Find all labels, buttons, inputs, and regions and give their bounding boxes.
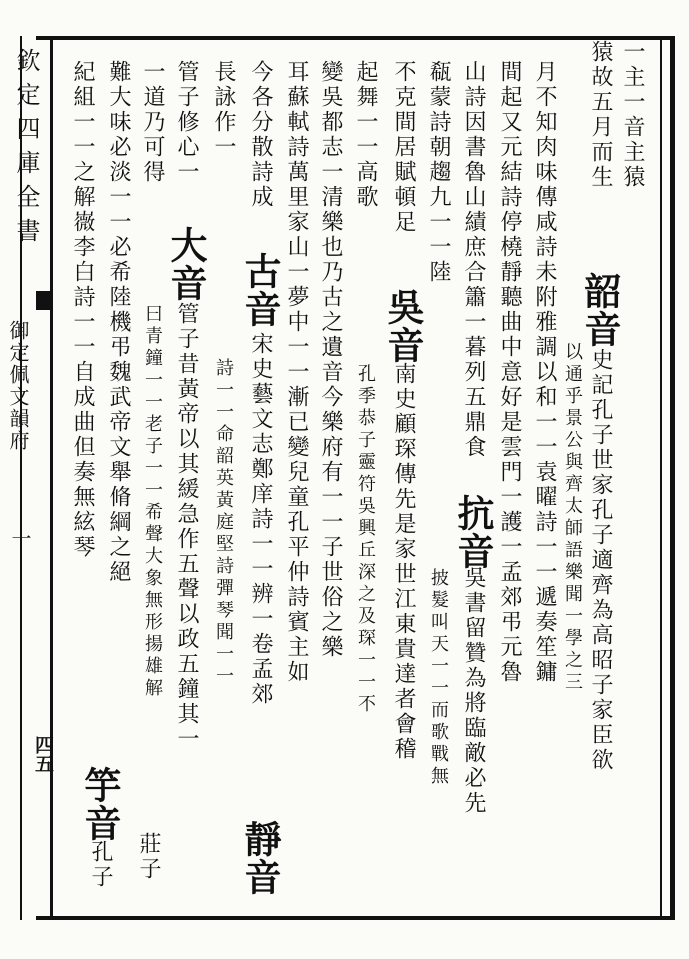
column-text: 管子修心一 <box>174 60 199 185</box>
column-text: 難大味必淡一一必希陸機弔魏武帝文舉脩綱之絕 <box>106 60 131 585</box>
text-column-7 <box>418 0 458 800</box>
frame-right-rule-inner <box>660 36 662 920</box>
column-text: 吳書留贊為將臨敵必先 <box>461 566 486 816</box>
column-text: 史記孔子世家孔子適齊為高昭子家臣欲 <box>588 348 613 773</box>
headword: 古音 <box>238 252 282 328</box>
column-text: 月不知肉味傳咸詩未附雅調以和一一袁曜詩一一遞奏笙鏞 <box>532 60 557 685</box>
column-text: 孔子 <box>88 840 113 890</box>
column-text: 披髮叫天一一而歌戰無 <box>428 568 449 788</box>
text-column-8 <box>383 0 423 800</box>
text-column-10 <box>310 0 350 800</box>
column-text: 耳蘇軾詩萬里家山一夢中一一漸已變兒童孔平仲詩賓主如 <box>284 60 309 685</box>
column-text: 今各分散詩成 <box>248 60 273 210</box>
column-text: 起舞一一高歌 <box>353 60 378 210</box>
page-number: 四五 <box>32 735 54 773</box>
text-column-5 <box>489 0 529 800</box>
column-text: 孔季恭子靈符吳興丘深之及琛一一不 <box>355 364 376 716</box>
text-column-14 <box>166 0 206 800</box>
text-column-12 <box>238 0 282 896</box>
headword: 靜音 <box>238 820 282 896</box>
text-column-11 <box>276 0 316 800</box>
margin-fishtail-mark <box>36 291 50 310</box>
column-text: 不克間居賦頓足 <box>391 60 416 235</box>
column-text: 曰青鐘一一老子一一希聲大象無形揚雄解 <box>142 304 163 700</box>
column-text: 間起又元結詩停橈靜聽曲中意好是雲門一護一孟郊弔元魯 <box>497 60 522 685</box>
column-text: 莊子 <box>136 832 161 882</box>
column-text: 變吳都志一清樂也乃古之遺音今樂府有一一子世俗之樂 <box>318 60 343 660</box>
text-column-4 <box>524 0 564 800</box>
column-text: 一主一音主猿 <box>620 40 645 190</box>
frame-right-rule-outer <box>670 36 675 920</box>
margin-section-number: 一 <box>8 528 32 550</box>
column-text: 紀組一一之解嶶李白詩一一自成曲但奏無絃琴 <box>70 60 95 560</box>
margin-book-title: 御定佩文韻府 <box>6 320 30 452</box>
text-column-6 <box>451 0 495 816</box>
frame-bottom-rule <box>36 916 675 920</box>
text-column-15 <box>132 0 172 800</box>
text-column-13 <box>203 0 243 800</box>
column-text: 管子昔黃帝以其緩急作五聲以政五鐘其一 <box>174 302 199 752</box>
headword: 竽音 <box>78 766 122 842</box>
column-text: 宋史藝文志鄭庠詩一一辨一卷孟郊 <box>248 332 273 707</box>
column-text: 猿故五月而生 <box>588 40 613 190</box>
column-text: 瓻蒙詩朝趨九一一陸 <box>426 60 451 285</box>
column-text: 詩一一命韶英黃庭堅詩彈琴聞一一 <box>213 358 234 688</box>
frame-left-rule <box>50 36 53 920</box>
text-column-9 <box>345 0 385 800</box>
column-text: 一道乃可得 <box>140 60 165 185</box>
column-text: 山詩因書魯山績庶合簫一暮列五鼎食 <box>461 60 486 460</box>
column-text: 南史顧琛傳先是家世江東貴達者會稽 <box>391 362 416 762</box>
column-text: 長詠作一 <box>211 60 236 160</box>
headword: 大音 <box>164 226 208 302</box>
headword: 抗音 <box>451 494 495 570</box>
margin-library-title: 欽定四庫全書 <box>12 48 40 252</box>
column-text: 以通乎景公與齊太師語樂聞一學之三 <box>562 342 583 694</box>
headword: 韶音 <box>578 272 622 348</box>
headword: 吳音 <box>381 288 425 364</box>
